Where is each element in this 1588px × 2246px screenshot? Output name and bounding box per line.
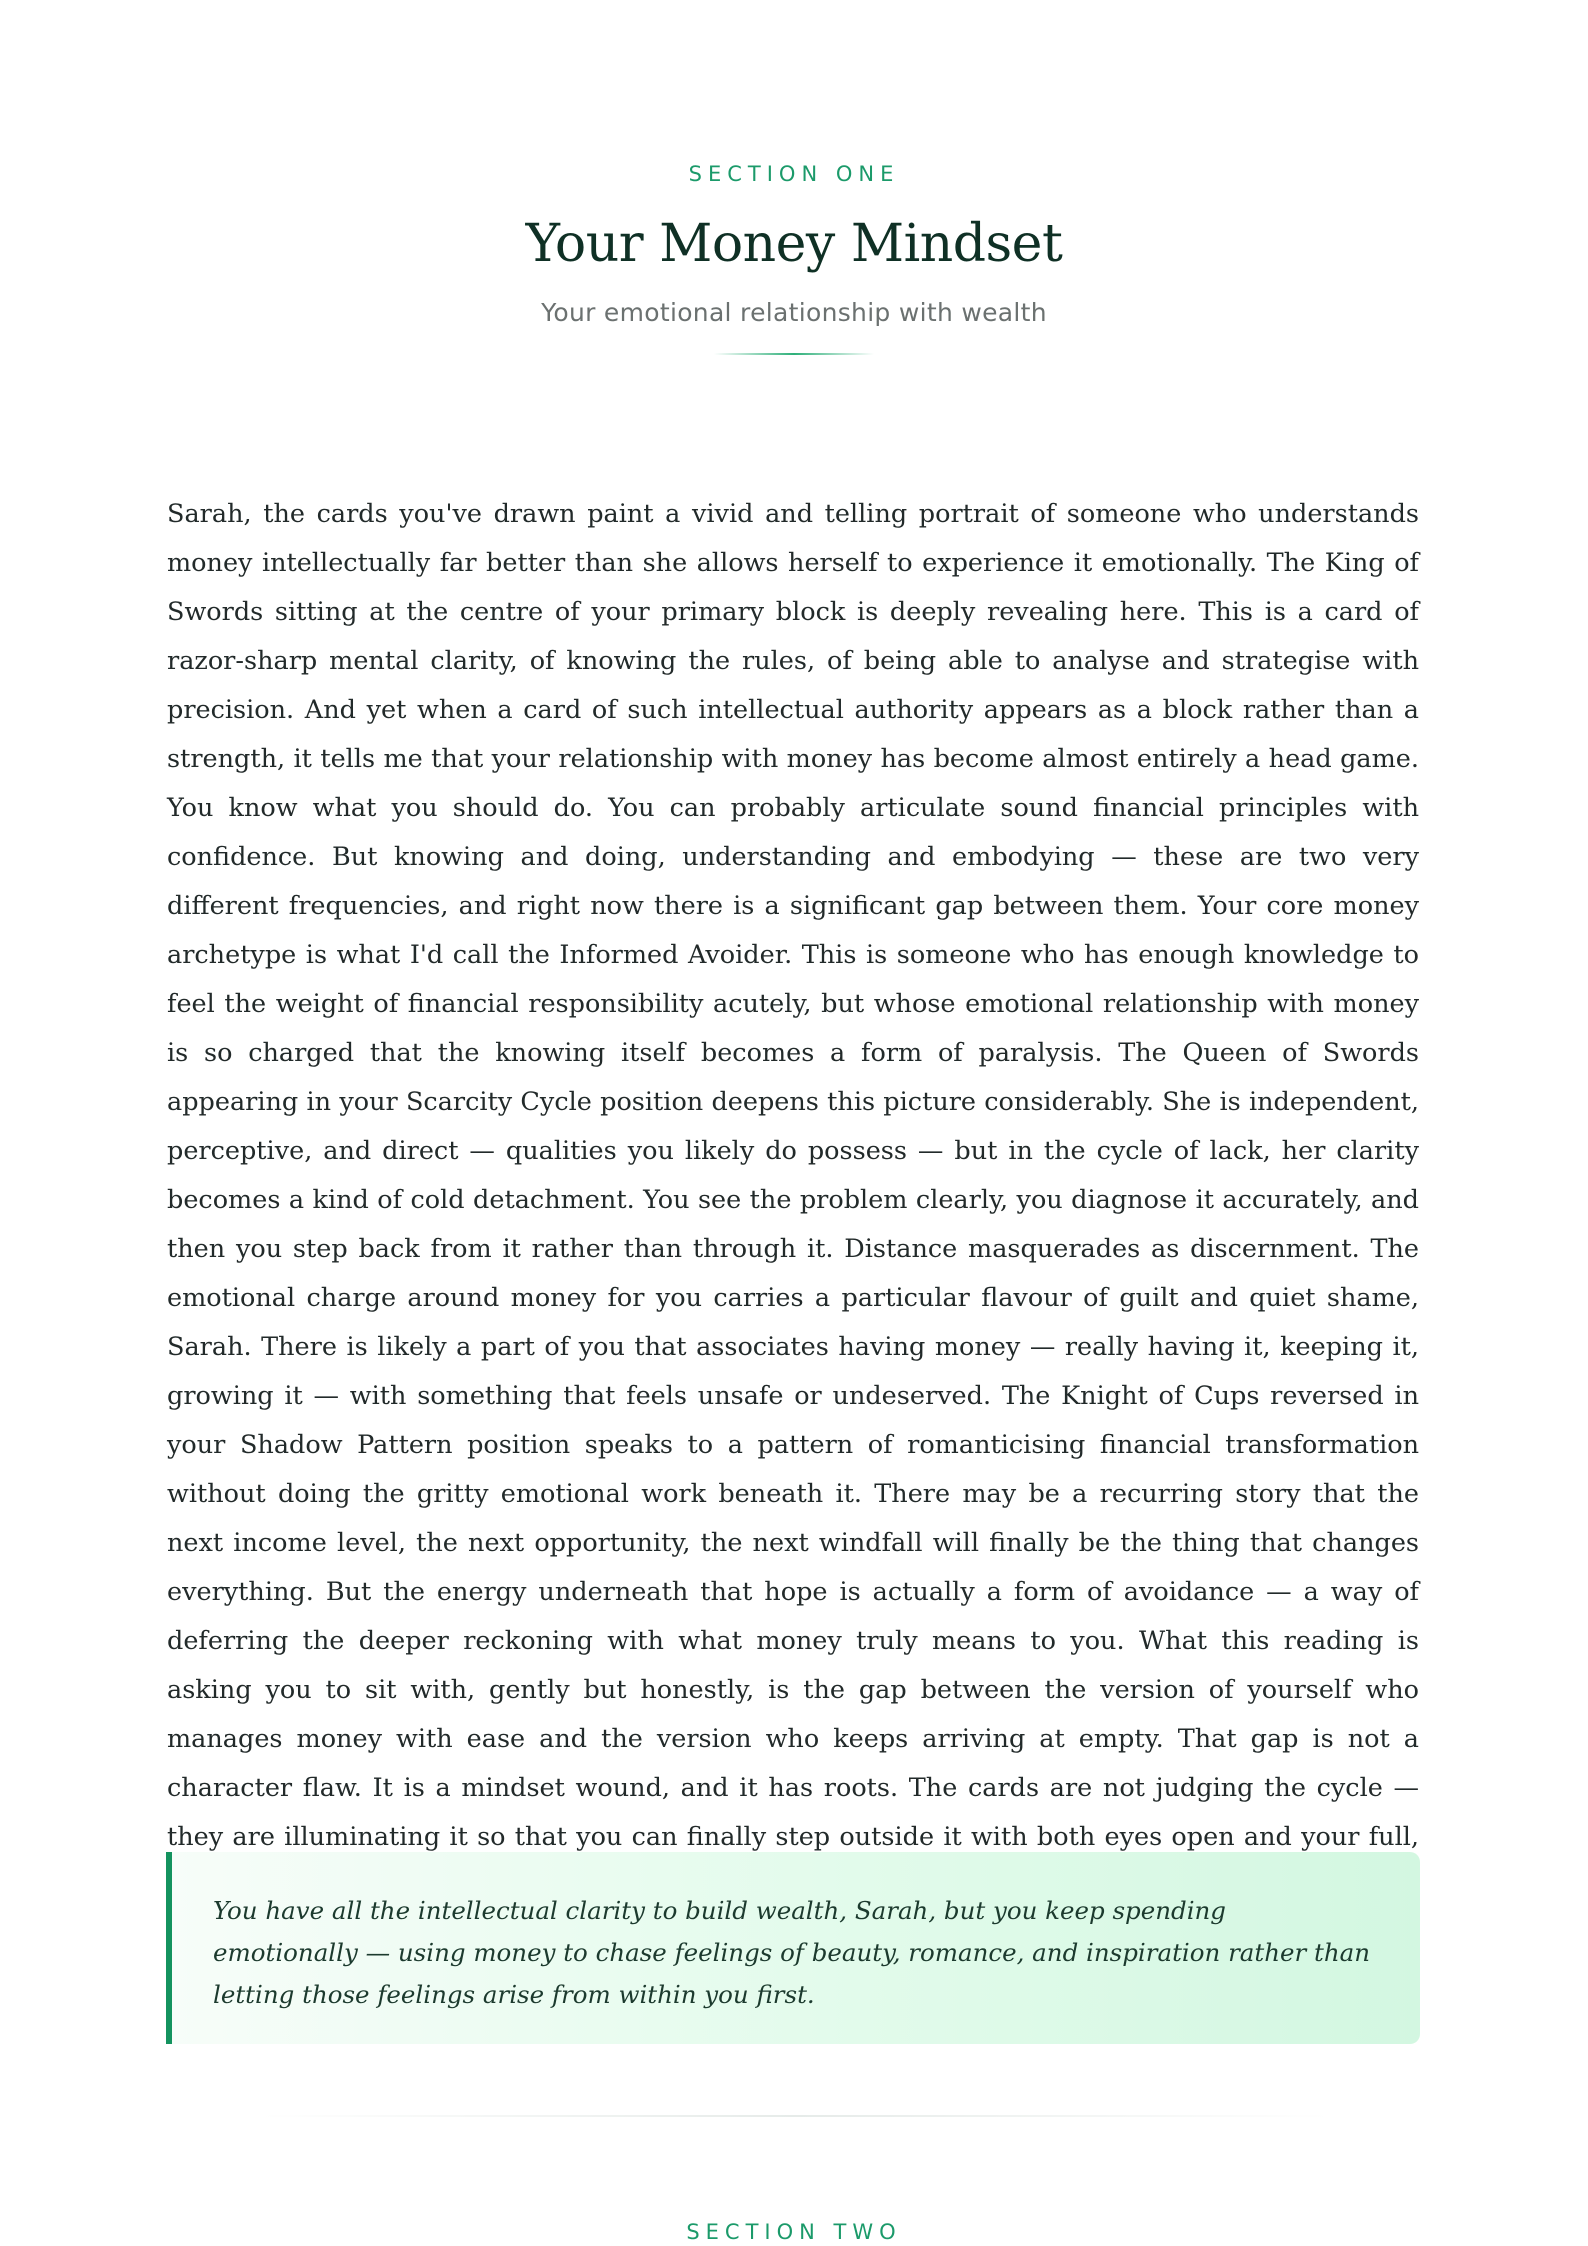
title-underline-divider	[714, 353, 874, 355]
section-title: Your Money Mindset	[525, 214, 1063, 274]
key-insight-text: You have all the intellectual clarity to build wealth, Sarah, but you keep spending emotionally — using money to chase feelings of beauty, romance, and inspiration rather than letting those feelings arise from within you first.	[213, 1896, 1371, 2009]
section-divider	[260, 2115, 1330, 2117]
reading-body-paragraph: Sarah, the cards you've drawn paint a vivid and telling portrait of someone who understands money intellectually far better than she allows herself to experience it emotionally. The King of Swords sitting at the centre of your primary block is deeply revealing here. This is a card of razor-sharp mental clarity, of knowing the rules, of being able to analyse and strategise with precision. And yet when a card of such intellectual authority appears as a block rather than a strength, it tells me that your relationship with money has become almost entirely a head game. You know what you should do. You can probably articulate sound financial principles with confidence. But knowing and doing, understanding and embodying — these are two very different frequencies, and right now there is a significant gap between them. Your core money archetype is what I'd call the Informed Avoider. This is someone who has enough knowledge to feel the weight of financial responsibility acutely, but whose emotional relationship with money is so charged that the knowing itself becomes a form of paralysis. The Queen of Swords appearing in your Scarcity Cycle position deepens this picture considerably. She is independent, perceptive, and direct — qualities you likely do possess — but in the cycle of lack, her clarity becomes a kind of cold detachment. You see the problem clearly, you diagnose it accurately, and then you step back from it rather than through it. Distance masquerades as discernment. The emotional charge around money for you carries a particular flavour of guilt and quiet shame, Sarah. There is likely a part of you that associates having money — really having it, keeping it, growing it — with something that feels unsafe or undeserved. The Knight of Cups reversed in your Shadow Pattern position speaks to a pattern of romanticising financial transformation without doing the gritty emotional work beneath it. There may be a recurring story that the next income level, the next opportunity, the next windfall will finally be the thing that changes everything. But the energy underneath that hope is actually a form of avoidance — a way of deferring the deeper reckoning with what money truly means to you. What this reading is asking you to sit with, gently but honestly, is the gap between the version of yourself who manages money with ease and the version who keeps arriving at empty. That gap is not a character flaw. It is a mindset wound, and it has roots. The cards are not judging the cycle — they are illuminating it so that you can finally step outside it with both eyes open and your full,	[167, 499, 1419, 1852]
key-insight-callout	[166, 1852, 1420, 2044]
section-one-header	[0, 162, 1588, 355]
section-subtitle: Your emotional relationship with wealth	[541, 298, 1047, 327]
section-two-header	[0, 2220, 1588, 2244]
section-two-eyebrow: SECTION TWO	[686, 2220, 902, 2244]
section-eyebrow: SECTION ONE	[688, 162, 900, 186]
